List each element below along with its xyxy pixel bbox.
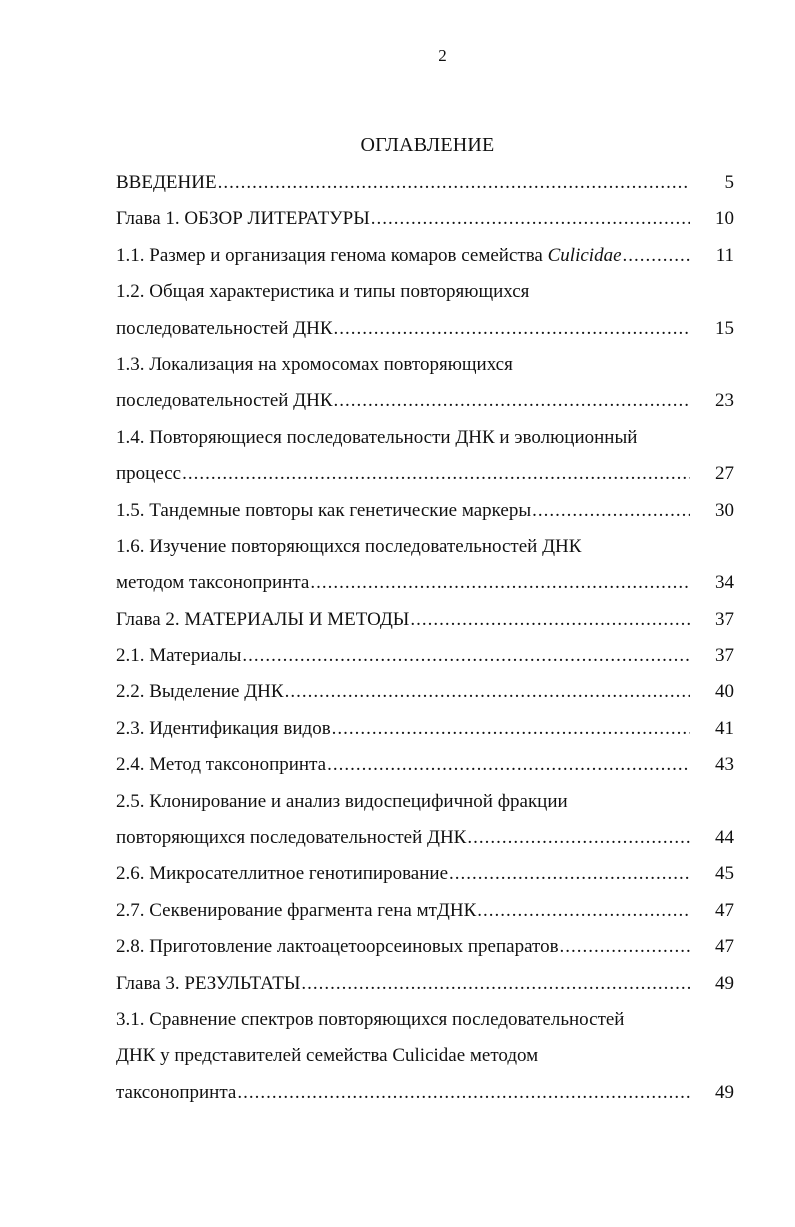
toc-entry-page: 10 — [715, 208, 734, 230]
dot-leader — [285, 674, 690, 710]
toc-entry[interactable] — [116, 856, 736, 892]
toc-entry-page: 11 — [715, 244, 734, 266]
toc-entry-text: последовательностей ДНК — [116, 390, 333, 412]
toc-entry-text: последовательностей ДНК — [116, 317, 333, 339]
dot-leader — [449, 856, 690, 892]
toc-entry-first-line: 1.6. Изучение повторяющихся последовательностей ДНК — [116, 535, 582, 557]
toc-entry-text: Глава 3. РЕЗУЛЬТАТЫ — [116, 972, 301, 994]
dot-leader — [332, 711, 690, 747]
toc-entry-page: 44 — [715, 827, 734, 849]
toc-entry-page: 47 — [715, 899, 734, 921]
toc-entry-page: 45 — [715, 863, 734, 885]
toc-entry-text: 2.1. Материалы — [116, 645, 242, 667]
toc-entry[interactable] — [116, 201, 736, 237]
toc-entry-text: 1.5. Тандемные повторы как генетические маркеры — [116, 499, 532, 521]
page-number: 2 — [438, 46, 447, 65]
dot-leader — [334, 383, 690, 419]
dot-leader — [334, 311, 690, 347]
toc-entry-text-italic: Culicidae — [547, 244, 622, 266]
toc-entry[interactable] — [116, 966, 736, 1002]
toc-entry[interactable] — [116, 747, 736, 783]
toc-entry-first-line: 1.4. Повторяющиеся последовательности ДНК и эволюционный — [116, 426, 638, 448]
toc-entry-text: повторяющихся последовательностей ДНК — [116, 827, 467, 849]
toc-entry[interactable] — [116, 165, 736, 201]
dot-leader — [477, 893, 690, 929]
toc-entry-text: 2.6. Микросателлитное генотипирование — [116, 863, 448, 885]
toc-entry[interactable] — [116, 893, 736, 929]
toc-entry[interactable] — [116, 238, 736, 274]
toc-entry[interactable] — [116, 565, 736, 601]
toc-entry-text: 2.7. Секвенирование фрагмента гена мтДНК — [116, 899, 477, 921]
toc-entry-text: 2.2. Выделение ДНК — [116, 681, 284, 703]
toc-entry[interactable] — [116, 311, 736, 347]
toc-entry-page: 40 — [715, 681, 734, 703]
dot-leader — [237, 1075, 690, 1111]
toc-entry[interactable] — [116, 674, 736, 710]
dot-leader — [532, 493, 690, 529]
toc-entry[interactable] — [116, 602, 736, 638]
toc-entry-page: 27 — [715, 463, 734, 485]
toc-entry[interactable] — [116, 1075, 736, 1111]
dot-leader — [560, 929, 690, 965]
toc-entry-page: 43 — [715, 754, 734, 776]
toc-entry-text: 2.3. Идентификация видов — [116, 717, 331, 739]
dot-leader — [182, 456, 690, 492]
dot-leader — [623, 238, 690, 274]
toc-entry-first-line: 1.2. Общая характеристика и типы повторяющихся — [116, 281, 530, 303]
toc-entry-first-line: 3.1. Сравнение спектров повторяющихся последовательностей — [116, 1008, 625, 1030]
toc-entry[interactable] — [116, 929, 736, 965]
toc-entry-page: 37 — [715, 608, 734, 630]
toc-entry-page: 5 — [724, 172, 734, 193]
toc-entry-page: 30 — [715, 499, 734, 521]
dot-leader — [301, 966, 690, 1002]
toc-entry-page: 49 — [715, 1081, 734, 1103]
toc-entry-text: методом таксонопринта — [116, 572, 310, 594]
toc-entry[interactable] — [116, 820, 736, 856]
toc-entry[interactable] — [116, 383, 736, 419]
toc-entry[interactable] — [116, 711, 736, 747]
toc-title: ОГЛАВЛЕНИЕ — [360, 134, 495, 156]
toc-entry-text: 2.4. Метод таксонопринта — [116, 754, 327, 776]
toc-entry-text — [116, 238, 622, 274]
toc-entry-page: 41 — [715, 717, 734, 739]
toc-entry-text-main: 1.1. Размер и организация генома комаров семейства — [116, 244, 548, 266]
toc-entry-first-line: 2.5. Клонирование и анализ видоспецифичной фракции — [116, 790, 568, 812]
toc-entry-page: 23 — [715, 390, 734, 412]
dot-leader — [371, 201, 690, 237]
toc-entry-first-line: 1.3. Локализация на хромосомах повторяющихся — [116, 353, 513, 375]
toc-entry-page: 49 — [715, 972, 734, 994]
table-of-contents — [116, 165, 736, 1111]
dot-leader — [410, 602, 690, 638]
toc-entry[interactable] — [116, 456, 736, 492]
toc-entry[interactable] — [116, 493, 736, 529]
dot-leader — [310, 565, 690, 601]
toc-entry-page: 37 — [715, 645, 734, 667]
toc-entry-text: таксонопринта — [116, 1081, 237, 1103]
toc-entry-page: 34 — [715, 572, 734, 594]
dot-leader — [218, 165, 690, 201]
toc-entry-text: 2.8. Приготовление лактоацетоорсеиновых препаратов — [116, 936, 559, 958]
dot-leader — [327, 747, 690, 783]
toc-entry-text: ВВЕДЕНИЕ — [116, 172, 217, 193]
dot-leader — [467, 820, 690, 856]
toc-entry-second-line: ДНК у представителей семейства Culicidae методом — [116, 1045, 539, 1067]
toc-entry[interactable] — [116, 638, 736, 674]
toc-entry-page: 15 — [715, 317, 734, 339]
dot-leader — [242, 638, 690, 674]
toc-entry-page: 47 — [715, 936, 734, 958]
toc-entry-text: процесс — [116, 463, 182, 485]
toc-entry-text: Глава 1. ОБЗОР ЛИТЕРАТУРЫ — [116, 208, 370, 230]
toc-entry-text: Глава 2. МАТЕРИАЛЫ И МЕТОДЫ — [116, 608, 410, 630]
